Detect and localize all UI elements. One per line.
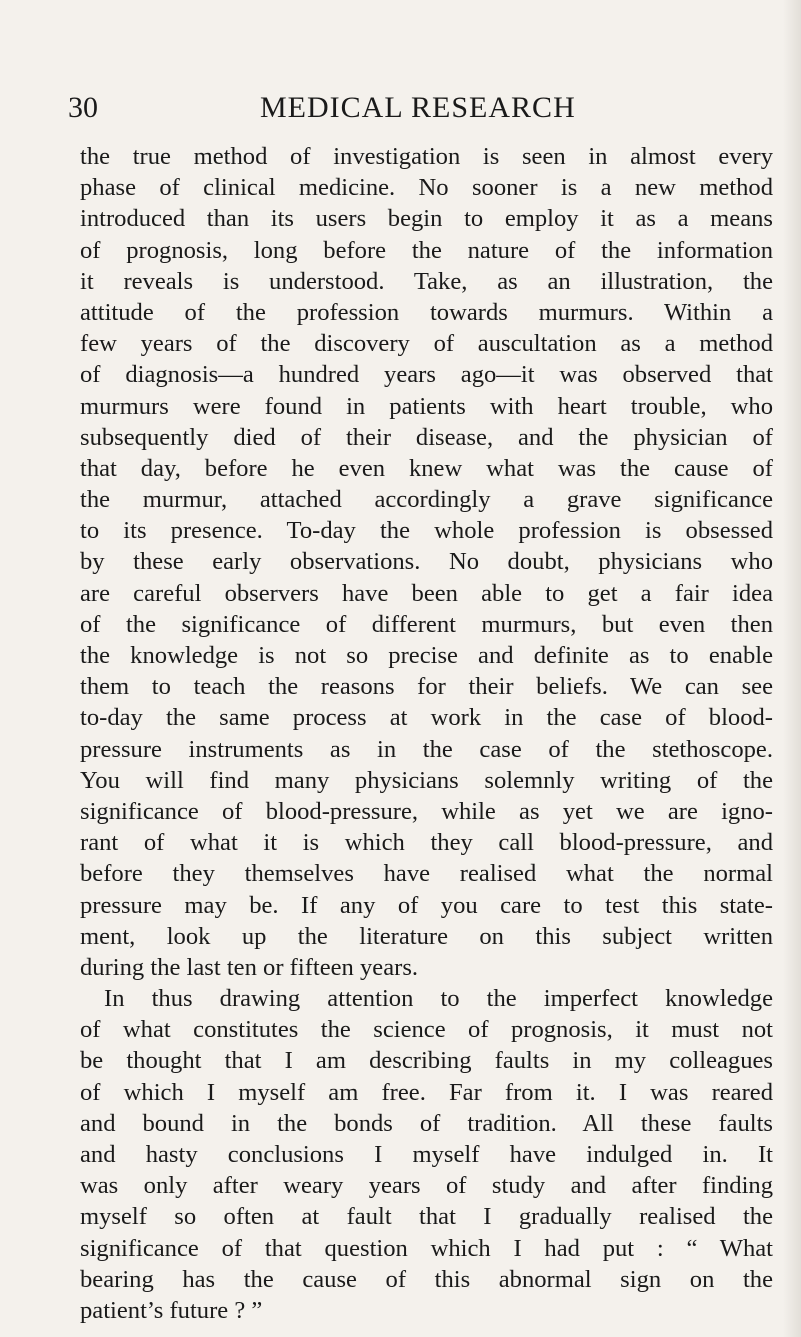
text-line: In thus drawing attention to the imperfect knowledge: [104, 985, 773, 1013]
text-line: ment, look up the literature on this subject written: [80, 922, 773, 950]
text-line: of the significance of different murmurs, but even then: [80, 610, 773, 638]
text-line: phase of clinical medicine. No sooner is a new method: [80, 174, 773, 202]
text-line: of what constitutes the science of prognosis, it must not: [80, 1016, 773, 1044]
text-line: bearing has the cause of this abnormal sign on the: [80, 1265, 773, 1293]
page-edge-shadow: [783, 0, 801, 1337]
text-line: few years of the discovery of auscultation as a method: [80, 330, 773, 358]
text-line: them to teach the reasons for their beliefs. We can see: [80, 673, 773, 701]
text-line: and bound in the bonds of tradition. All these faults: [80, 1109, 773, 1137]
text-line: pressure instruments as in the case of the stethoscope.: [80, 735, 773, 763]
text-line: of diagnosis—a hundred years ago—it was observed that: [80, 361, 773, 389]
text-line: the true method of investigation is seen in almost every: [80, 143, 773, 170]
text-line: myself so often at fault that I gradually realised the: [80, 1203, 773, 1231]
text-line: of which I myself am free. Far from it. I was reared: [80, 1078, 773, 1106]
body-text: [80, 141, 773, 1326]
text-line: to-day the same process at work in the case of blood-: [80, 704, 773, 732]
text-line: the murmur, attached accordingly a grave significance: [80, 486, 773, 514]
running-title: MEDICAL RESEARCH: [260, 91, 576, 124]
paragraph-1: [80, 141, 773, 983]
text-line: to its presence. To-day the whole profession is obsessed: [80, 517, 773, 545]
text-line: be thought that I am describing faults in my colleagues: [80, 1047, 773, 1075]
text-line: subsequently died of their disease, and the physician of: [80, 423, 773, 451]
text-line: by these early observations. No doubt, physicians who: [80, 548, 773, 576]
text-line: You will find many physicians solemnly writing of the: [80, 766, 773, 794]
text-line: rant of what it is which they call blood-pressure, and: [80, 829, 773, 857]
text-line: significance of blood-pressure, while as yet we are igno-: [80, 797, 773, 825]
text-line: that day, before he even knew what was the cause of: [80, 454, 773, 482]
text-line: of prognosis, long before the nature of the information: [80, 236, 773, 264]
text-line: it reveals is understood. Take, as an illustration, the: [80, 267, 773, 295]
text-line: the knowledge is not so precise and definite as to enable: [80, 642, 773, 669]
text-line: during the last ten or fifteen years.: [80, 953, 419, 981]
text-line: before they themselves have realised what the normal: [80, 860, 773, 888]
text-line: introduced than its users begin to employ it as a means: [80, 205, 773, 233]
text-line: attitude of the profession towards murmurs. Within a: [80, 298, 773, 326]
text-line: significance of that question which I had put : “ What: [80, 1234, 773, 1262]
text-line: murmurs were found in patients with heart trouble, who: [80, 392, 773, 420]
page-number: 30: [68, 91, 98, 124]
page-header: [68, 88, 768, 128]
text-line: was only after weary years of study and after finding: [80, 1172, 773, 1200]
text-line: and hasty conclusions I myself have indulged in. It: [80, 1141, 773, 1168]
text-line: pressure may be. If any of you care to test this state-: [80, 891, 773, 919]
text-line: are careful observers have been able to get a fair idea: [80, 579, 773, 607]
paragraph-2: [80, 983, 773, 1326]
text-line: patient’s future ? ”: [80, 1296, 263, 1324]
